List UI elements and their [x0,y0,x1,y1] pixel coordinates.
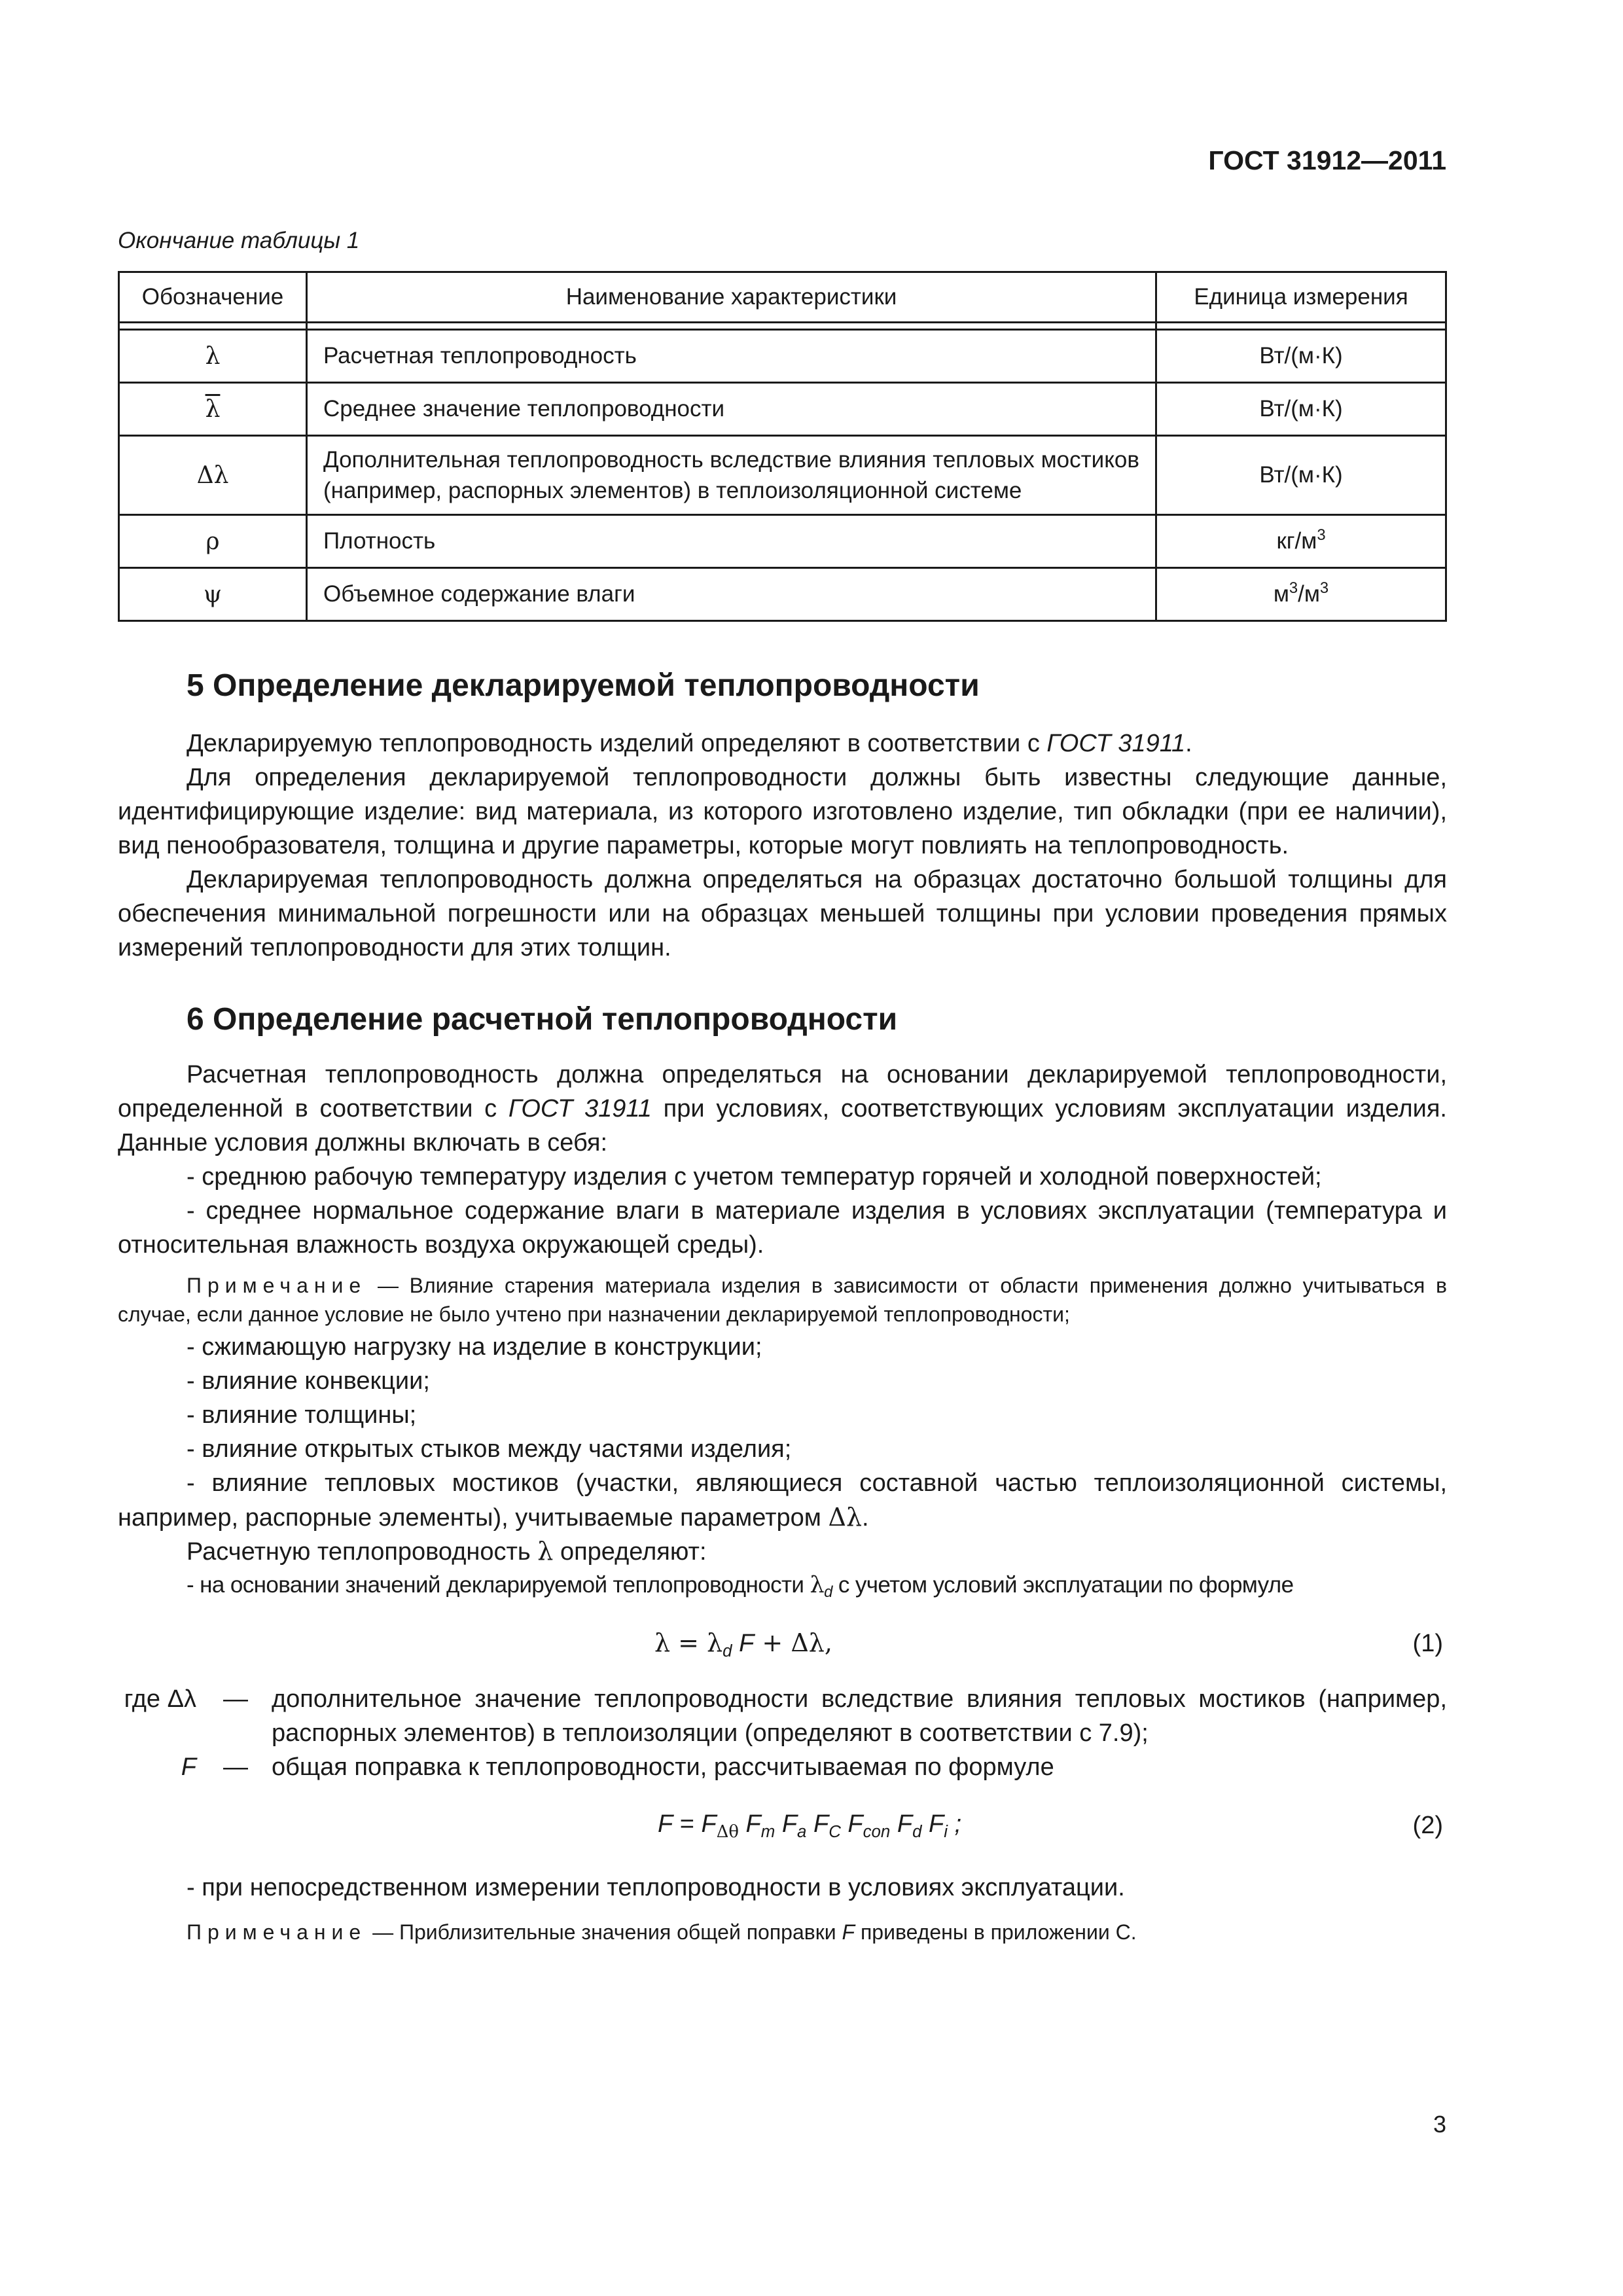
unit-cell: Вт/(м·К) [1156,330,1446,383]
name-cell: Объемное содержание влаги [307,568,1156,621]
formula-text: + Δλ, [754,1628,832,1657]
list-item-text: с учетом условий эксплуатации по формуле [832,1572,1294,1598]
subscript: con [863,1822,891,1841]
list-item [118,1160,1447,1194]
column-header-symbol: Обозначение [119,272,307,323]
symbol-cell: ψ [119,568,307,621]
where-term: F [181,1753,196,1781]
unit-superscript: 3 [1317,526,1326,544]
formula-1-number: (1) [1412,1630,1443,1657]
subscript: C [829,1822,841,1841]
unit-text: м [1273,581,1289,607]
note-text: — Приблизительные значения общей поправки [366,1920,842,1944]
formula-text: F [732,1630,755,1657]
where-clause-1 [118,1682,1447,1750]
list-item-text: . [862,1504,869,1532]
list-item [118,1466,1447,1535]
note-text: приведены в приложении С. [855,1920,1137,1944]
formula-text: F [897,1810,913,1838]
lambda-symbol: λ [810,1572,825,1598]
formula-text: = [673,1810,702,1838]
formula-text: F [745,1810,761,1838]
list-item [118,1398,1447,1432]
formula-text: F [813,1810,829,1838]
mean-lambda-symbol: $\overline{\lambda}$ [205,395,221,423]
formula-1 [654,1628,832,1658]
paragraph-text: Расчетную теплопроводность [187,1538,538,1566]
unit-cell [1156,568,1446,621]
table-row [119,436,1446,515]
list-item [118,1432,1447,1466]
paragraph-text: Декларируемая теплопроводность должна определяться на образцах достаточно большой толщины для обеспечения минимальной погрешности или на образцах меньшей толщины при условии проведения прямых измерений теплопроводности для этих толщин. [118,866,1447,961]
subscript: d [912,1822,922,1841]
note-label: Примечание [187,1920,367,1944]
unit-cell [1156,515,1446,568]
table-row [119,568,1446,621]
column-header-name: Наименование характеристики [307,272,1156,323]
list-item-text: - сжимающую нагрузку на изделие в конструкции; [187,1333,762,1361]
table-caption: Окончание таблицы 1 [118,228,360,253]
document-code: ГОСТ 31912—2011 [1208,145,1446,175]
where-clause-2 [118,1750,1447,1784]
unit-superscript: 3 [1289,579,1298,597]
table-row [119,383,1446,436]
calculation-intro [118,1534,1447,1569]
formula-text: F [847,1810,863,1838]
list-item [118,1568,1447,1602]
where-description: дополнительное значение теплопроводности вследствие влияния тепловых мостиков (например, распорных элементов) в теплоизоляции (определяют в соответствии с 7.9); [272,1685,1447,1747]
name-cell: Плотность [307,515,1156,568]
unit-text: кг/м [1276,528,1317,554]
symbol-cell: λ [119,330,307,383]
list-item [118,1330,1447,1364]
unit-cell: Вт/(м·К) [1156,383,1446,436]
list-item [118,1194,1447,1262]
formula-text: F [658,1810,673,1838]
paragraph-text: при условиях, соответствующих условиям эксплуатации изделия. Данные условия должны включать в себя: [118,1095,1447,1157]
standard-reference: ГОСТ 31911 [508,1095,652,1122]
delta-lambda-symbol: Δλ [828,1503,863,1532]
subscript: m [760,1822,776,1841]
list-item-text: - среднюю рабочую температуру изделия с учетом температур горячей и холодной поверхностей; [187,1163,1322,1191]
list-item [118,1364,1447,1398]
section-5-title: 5 Определение декларируемой теплопроводности [187,668,980,703]
subscript: Δθ [716,1821,739,1842]
formula-text: F [701,1810,717,1838]
unit-superscript: 3 [1319,579,1329,597]
symbol-cell: Δλ [119,436,307,515]
symbol-cell: ρ [119,515,307,568]
page-number: 3 [1433,2111,1446,2138]
where-dash: — [223,1753,248,1781]
unit-text: /м [1298,581,1320,607]
table-header-row [119,272,1446,323]
section-6-paragraph-1 [118,1058,1447,1160]
note-text: — Влияние старения материала изделия в зависимости от области применения должно учитываться в случае, если данное условие не было учтено при назначении декларируемой теплопроводности; [118,1274,1447,1326]
where-term: где Δλ [124,1685,196,1713]
section-6-title: 6 Определение расчетной теплопроводности [187,1002,898,1037]
list-item-text: - влияние толщины; [187,1401,417,1429]
list-item-text: - влияние открытых стыков между частями изделия; [187,1435,792,1463]
formula-text: λ = λ [654,1628,723,1657]
characteristics-table [118,271,1447,622]
name-cell: Среднее значение теплопроводности [307,383,1156,436]
note-label: Примечание [187,1274,367,1297]
section-5-paragraph-3 [118,863,1447,965]
name-cell: Дополнительная теплопроводность вследствие влияния тепловых мостиков (например, распорных элементов) в теплоизоляционной системе [307,436,1156,515]
list-item-text: - влияние тепловых мостиков (участки, являющиеся составной частью теплоизоляционной системы, например, распорные элементы), учитываемые параметром [118,1469,1447,1532]
symbol-cell [119,383,307,436]
list-item-text: - влияние конвекции; [187,1367,430,1395]
subscript: a [797,1822,807,1841]
formula-2 [658,1810,962,1842]
table-separator-row [119,323,1446,330]
section-5-paragraph-2 [118,761,1447,863]
column-header-unit: Единица измерения [1156,272,1446,323]
paragraph-text: Расчетная теплопроводность должна определяться на основании декларируемой теплопроводности, определенной в соответствии с [118,1061,1447,1122]
paragraph-text: Декларируемую теплопроводность изделий определяют в соответствии с [187,730,1047,757]
list-item [118,1871,1447,1905]
where-description: общая поправка к теплопроводности, рассчитываемая по формуле [272,1753,1054,1781]
subscript: d [824,1583,832,1602]
formula-2-number: (2) [1412,1812,1443,1839]
paragraph-text: . [1185,730,1192,757]
note-1 [118,1271,1447,1329]
paragraph-text: Для определения декларируемой теплопроводности должны быть известны следующие данные, идентифицирующие изделие: вид материала, из которого изготовлено изделие, тип обкладки (при ее наличии), вид пенообразователя, толщина и другие параметры, которые могут повлиять на теплопроводность. [118,764,1447,859]
table-row [119,330,1446,383]
list-item-text: - при непосредственном измерении теплопроводности в условиях эксплуатации. [187,1874,1125,1901]
standard-reference: ГОСТ 31911 [1046,730,1186,757]
formula-text: ; [947,1810,962,1838]
note-symbol: F [842,1920,855,1944]
unit-cell: Вт/(м·К) [1156,436,1446,515]
subscript: d [722,1641,732,1660]
table-row [119,515,1446,568]
subscript: i [944,1822,948,1841]
section-5-paragraph-1 [118,726,1447,761]
formula-text: F [929,1810,944,1838]
list-item-text: - среднее нормальное содержание влаги в материале изделия в условиях эксплуатации (температура и относительная влажность воздуха окружающей среды). [118,1197,1447,1259]
name-cell: Расчетная теплопроводность [307,330,1156,383]
list-item-text: - на основании значений декларируемой теплопроводности [187,1572,810,1598]
formula-text: F [781,1810,798,1838]
paragraph-text: определяют: [553,1538,707,1566]
lambda-symbol: λ [537,1537,554,1566]
note-2 [118,1918,1447,1946]
where-dash: — [223,1685,248,1713]
